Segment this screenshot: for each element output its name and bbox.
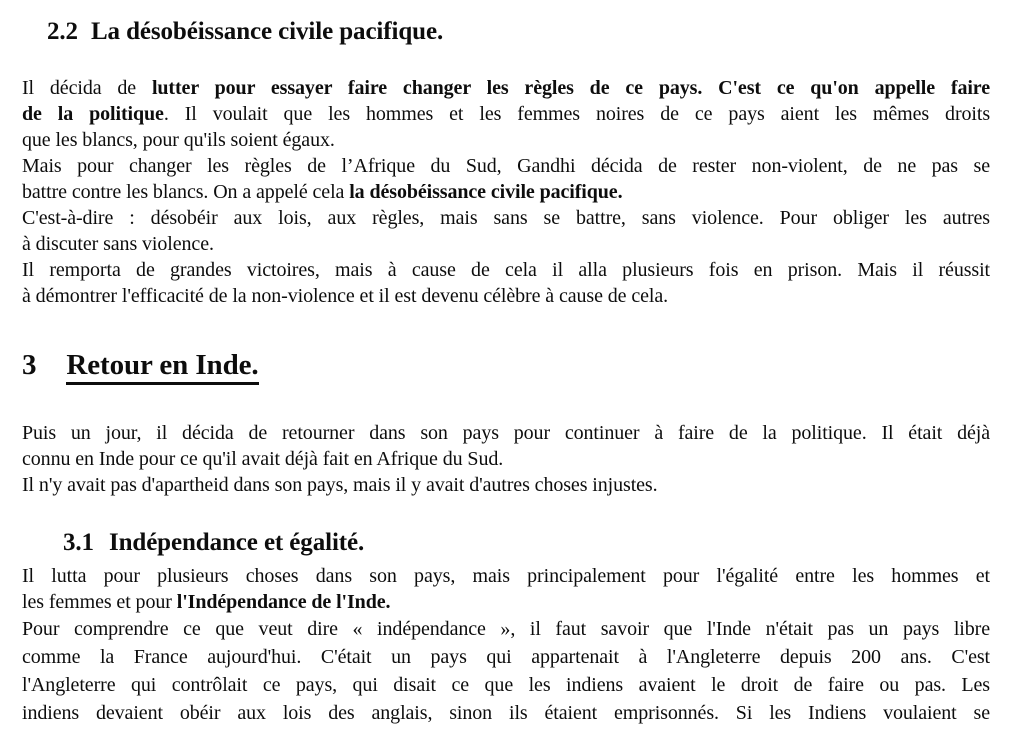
section-heading-3.1	[63, 527, 990, 559]
section-heading-2.2	[47, 16, 990, 48]
text-line	[22, 153, 990, 179]
text-line	[22, 563, 990, 589]
heading-number: 3.1	[63, 529, 94, 556]
paragraph-block	[22, 420, 990, 472]
heading-title: La désobéissance civile pacifique.	[90, 18, 444, 45]
text-line	[22, 127, 990, 153]
heading-number: 2.2	[47, 18, 78, 45]
heading-title: Retour en Inde.	[66, 349, 258, 385]
text-line	[22, 671, 990, 699]
text-line	[22, 231, 990, 257]
text-line	[22, 75, 990, 101]
heading-number: 3	[22, 349, 37, 381]
text-run: Il décida de	[22, 77, 152, 99]
paragraph-block	[22, 153, 990, 205]
section-heading-3	[22, 347, 990, 383]
document-body	[22, 16, 990, 727]
text-run: Il remporta de grandes victoires, mais à cause de cela il alla plusieurs fois en prison. Mais il réussit	[22, 259, 990, 281]
text-run: à discuter sans violence.	[22, 233, 214, 255]
bold-text-run: la désobéissance civile pacifique.	[349, 181, 623, 203]
text-line	[22, 101, 990, 127]
text-run: Il n'y avait pas d'apartheid dans son pays, mais il y avait d'autres choses injustes.	[22, 474, 658, 496]
text-run: à démontrer l'efficacité de la non-violence et il est devenu célèbre à cause de cela.	[22, 285, 669, 307]
text-run: . Il voulait que les hommes et les femmes noires de ce pays aient les mêmes droits	[163, 103, 990, 125]
text-run: battre contre les blancs. On a appelé cela	[22, 181, 350, 203]
paragraph-block	[22, 205, 990, 257]
paragraph-block	[22, 472, 990, 498]
text-run: connu en Inde pour ce qu'il avait déjà fait en Afrique du Sud.	[22, 448, 504, 470]
text-run: l'Angleterre qui contrôlait ce pays, qui disait ce que les indiens avaient le droit de faire ou pas. Les	[22, 674, 990, 696]
paragraph-block	[22, 257, 990, 309]
paragraph-block	[22, 563, 990, 615]
text-line	[22, 615, 990, 643]
text-line	[22, 420, 990, 446]
paragraph-block	[22, 75, 990, 153]
text-line	[22, 472, 990, 498]
text-run: comme la France aujourd'hui. C'était un pays qui appartenait à l'Angleterre depuis 200 ans. C'est	[22, 646, 990, 668]
heading-title: Indépendance et égalité.	[108, 529, 365, 556]
text-line	[22, 205, 990, 231]
text-line	[22, 589, 990, 615]
paragraph-block	[22, 615, 990, 727]
text-run: Puis un jour, il décida de retourner dans son pays pour continuer à faire de la politique. Il était déjà	[22, 422, 990, 444]
text-line	[22, 699, 990, 727]
text-line	[22, 179, 990, 205]
text-line	[22, 257, 990, 283]
text-line	[22, 283, 990, 309]
text-run: les femmes et pour	[22, 591, 177, 613]
text-run: Il lutta pour plusieurs choses dans son pays, mais principalement pour l'égalité entre les hommes et	[22, 565, 990, 587]
text-run: Mais pour changer les règles de l’Afrique du Sud, Gandhi décida de rester non-violent, de ne pas se	[22, 155, 990, 177]
text-line	[22, 643, 990, 671]
bold-text-run: lutter pour essayer faire changer les règles de ce pays. C'est ce qu'on appelle faire	[151, 77, 990, 99]
text-run: C'est-à-dire : désobéir aux lois, aux règles, mais sans se battre, sans violence. Pour obliger les autres	[22, 207, 990, 229]
bold-text-run: de la politique	[22, 103, 164, 125]
text-run: Pour comprendre ce que veut dire « indépendance », il faut savoir que l'Inde n'était pas un pays libre	[22, 618, 990, 640]
text-line	[22, 446, 990, 472]
bold-text-run: l'Indépendance de l'Inde.	[176, 591, 391, 613]
text-run: que les blancs, pour qu'ils soient égaux.	[22, 129, 335, 151]
text-run: indiens devaient obéir aux lois des anglais, sinon ils étaient emprisonnés. Si les Indiens voulaient se	[22, 702, 990, 724]
